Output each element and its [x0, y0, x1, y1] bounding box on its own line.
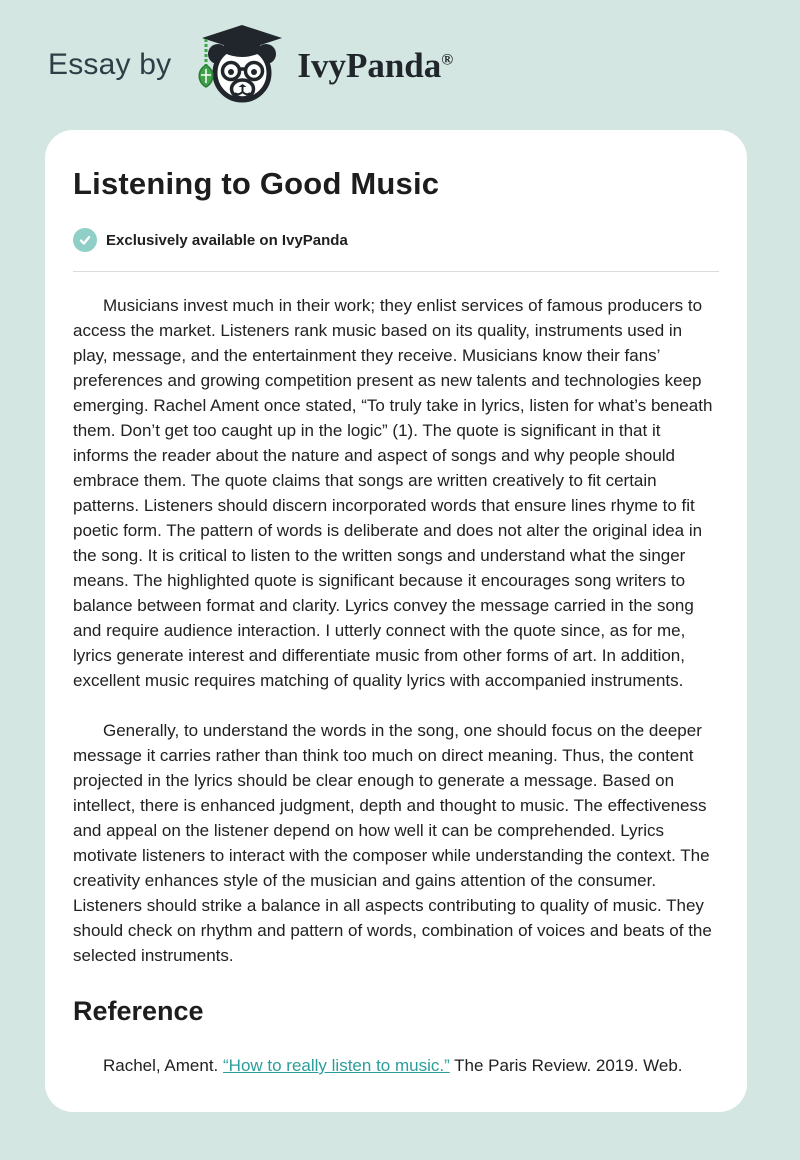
essay-paragraph: Musicians invest much in their work; they enlist services of famous producers to access the market. Listeners rank music based on its quality, instruments used in play, message, and the entertainment they receive. Musicians know their fans’ preferences and growing competition present as new talents and technologies keep emerging. Rachel Ament once stated, “To truly take in lyrics, listen for what’s beneath them. Don’t get too caught up in the logic” (1). The quote is significant in that it informs the reader about the nature and aspect of songs and why people should embrace them. The quote claims that songs are written creatively to fit certain patterns. Listeners should discern incorporated words that ensure lines rhyme to fit poetic form. The pattern of words is deliberate and does not alter the original idea in the song. It is critical to listen to the written songs and understand what the singer means. The highlighted quote is significant because it encourages song writers to balance between format and clarity. Lyrics convey the message carried in the song and require audience interaction. I utterly connect with the quote since, as for me, lyrics generate interest and differentiate music from other forms of art. In addition, excellent music requires matching of quality lyrics with accompanied instruments.: [73, 296, 713, 690]
site-header: [0, 0, 800, 130]
reference-source: The Paris Review. 2019. Web.: [449, 1056, 683, 1075]
registered-mark: ®: [441, 50, 454, 68]
check-icon: [73, 228, 97, 252]
exclusive-badge-label: Exclusively available on IvyPanda: [106, 231, 348, 249]
reference-link[interactable]: “How to really listen to music.”: [223, 1056, 450, 1075]
divider: [73, 271, 719, 272]
reference-heading: Reference: [73, 996, 204, 1026]
reference-entry: [73, 1053, 719, 1078]
essay-by-label: Essay by: [48, 48, 172, 81]
panda-graduate-icon: [187, 23, 287, 107]
reference-author: Rachel, Ament.: [103, 1056, 224, 1075]
brand-wordmark: IvyPanda®: [297, 45, 454, 85]
exclusive-badge: [73, 228, 719, 252]
essay-paragraph: Generally, to understand the words in the song, one should focus on the deeper message it carries rather than think too much on direct meaning. Thus, the content projected in the lyrics should be clear enough to generate a message. Based on intellect, there is enhanced judgment, depth and thought to music. The effectiveness and appeal on the listener depend on how well it can be comprehended. Lyrics motivate listeners to interact with the composer while understanding the context. The creativity enhances style of the musician and gains attention of the consumer. Listeners should strike a balance in all aspects contributing to quality of music. They should check on rhythm and pattern of words, combination of voices and beats of the selected instruments.: [73, 721, 712, 965]
essay-card: [45, 130, 747, 1112]
page-title: Listening to Good Music: [73, 166, 440, 201]
